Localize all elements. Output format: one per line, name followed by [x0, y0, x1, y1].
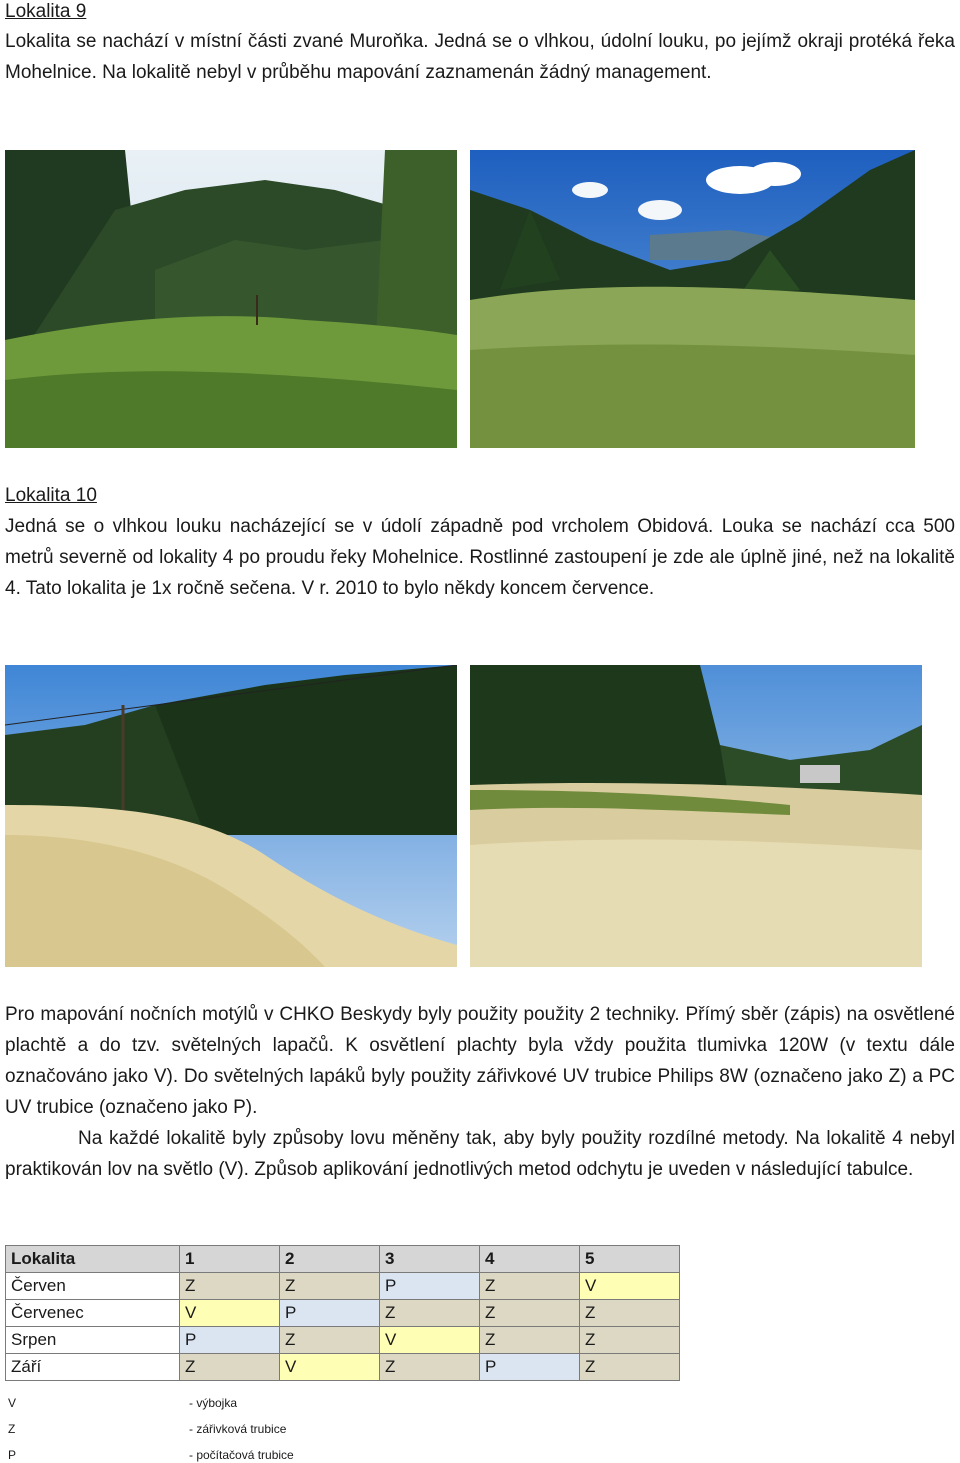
table-month-cell: Září — [6, 1354, 180, 1381]
table-row — [6, 1273, 680, 1300]
table-cell: V — [180, 1300, 280, 1327]
table-cell: Z — [480, 1273, 580, 1300]
table-cell: P — [180, 1327, 280, 1354]
table-cell: Z — [280, 1273, 380, 1300]
photo-mown-meadow-right — [470, 665, 922, 967]
section-heading-lokalita-9: Lokalita 9 — [5, 1, 87, 22]
table-row — [6, 1300, 680, 1327]
table-row — [6, 1327, 680, 1354]
table-month-cell: Červenec — [6, 1300, 180, 1327]
section-heading-lokalita-10: Lokalita 10 — [5, 485, 97, 506]
table-header-cell: 2 — [280, 1246, 380, 1273]
table-header-cell: 1 — [180, 1246, 280, 1273]
table-cell: Z — [580, 1354, 680, 1381]
methods-paragraph-2 — [5, 1123, 955, 1185]
legend-key: Z — [8, 1422, 16, 1436]
table-cell: P — [480, 1354, 580, 1381]
table-header-row — [6, 1246, 680, 1273]
table-cell: V — [280, 1354, 380, 1381]
table-header-cell: 3 — [380, 1246, 480, 1273]
table-cell: Z — [480, 1327, 580, 1354]
table-cell: Z — [380, 1354, 480, 1381]
legend-desc: - zářivková trubice — [189, 1422, 287, 1436]
section-text-lokalita-9: Lokalita se nachází v místní části zvané Muroňka. Jedná se o vlhkou, údolní louku, po jejímž okraji protéká řeka Mohelnice. Na lokalitě nebyl v průběhu mapování zaznamenán žádný management. — [5, 31, 955, 83]
table-cell: Z — [180, 1273, 280, 1300]
methods-paragraph-1: Pro mapování nočních motýlů v CHKO Beskydy byly použity použity 2 techniky. Přímý sběr (zápis) na osvětlené plachtě a do tzv. světelných lapačů. K osvětlení plachty byla vždy použita tlumivka 120W (v textu dále označováno jako V). Do světelných lapáků byly použity zářivkové UV trubice Philips 8W (označeno jako Z) a PC UV trubice (označeno jako P). — [5, 1004, 955, 1118]
legend-desc: - počítačová trubice — [189, 1448, 294, 1462]
table-cell: Z — [480, 1300, 580, 1327]
photo-mown-meadow-left — [5, 665, 457, 967]
table-cell: Z — [180, 1354, 280, 1381]
table-cell: Z — [380, 1300, 480, 1327]
table-cell: Z — [580, 1327, 680, 1354]
photo-meadow-forest-left — [5, 150, 457, 448]
table-header-cell: 5 — [580, 1246, 680, 1273]
methods-paragraph-2-text: Na každé lokalitě byly způsoby lovu měněny tak, aby byly použity rozdílné metody. Na lokalitě 4 nebyl praktikován lov na světlo (V). Způsob aplikování jednotlivých metod odchytu je uveden v následující tabulce. — [5, 1128, 955, 1180]
legend-key: P — [8, 1448, 17, 1462]
table-cell: P — [280, 1300, 380, 1327]
legend-desc: - výbojka — [189, 1396, 238, 1410]
table-month-cell: Srpen — [6, 1327, 180, 1354]
section-text-lokalita-10: Jedná se o vlhkou louku nacházející se v údolí západně pod vrcholem Obidová. Louka se nachází cca 500 metrů severně od lokality 4 po proudu řeky Mohelnice. Rostlinné zastoupení je zde ale úplně jiné, než na lokalitě 4. Tato lokalita je 1x ročně sečena. V r. 2010 to bylo někdy koncem července. — [5, 516, 955, 599]
table-cell: Z — [280, 1327, 380, 1354]
photo-meadow-forest-right — [470, 150, 915, 448]
table-cell: P — [380, 1273, 480, 1300]
table-cell: V — [380, 1327, 480, 1354]
table-row — [6, 1354, 680, 1381]
table-month-cell: Červen — [6, 1273, 180, 1300]
table-header-cell: Lokalita — [6, 1246, 180, 1273]
table-cell: V — [580, 1273, 680, 1300]
table-cell: Z — [580, 1300, 680, 1327]
methods-table — [5, 1245, 680, 1381]
table-header-cell: 4 — [480, 1246, 580, 1273]
legend-key: V — [8, 1396, 17, 1410]
